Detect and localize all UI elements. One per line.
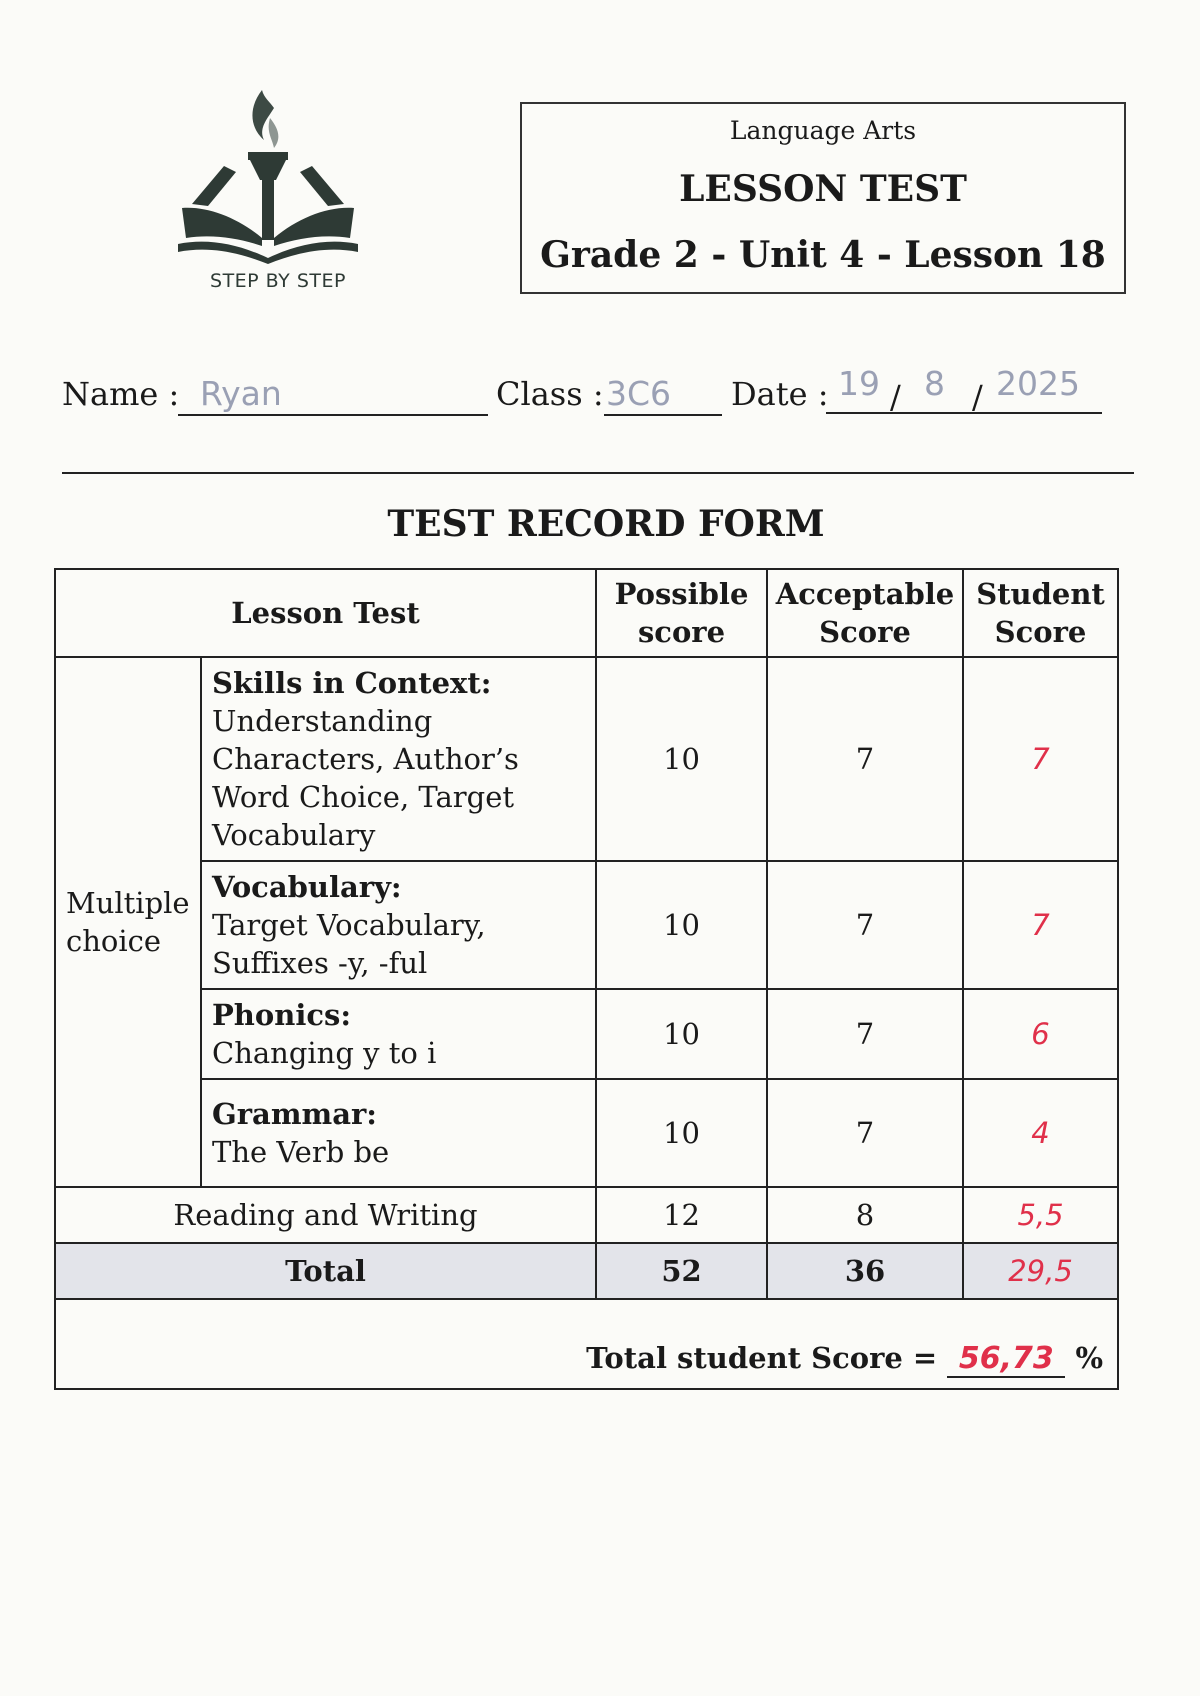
table-header-row bbox=[55, 569, 1118, 657]
header-possible-score: Possible score bbox=[596, 569, 767, 657]
total-acceptable: 36 bbox=[767, 1243, 963, 1299]
test-record-table bbox=[54, 568, 1119, 1390]
total-possible: 52 bbox=[596, 1243, 767, 1299]
grade-unit-lesson: Grade 2 - Unit 4 - Lesson 18 bbox=[540, 234, 1106, 276]
total-score-row bbox=[55, 1299, 1118, 1389]
student-score[interactable]: 7 bbox=[963, 861, 1118, 989]
form-title: TEST RECORD FORM bbox=[387, 503, 825, 545]
skill-cell bbox=[201, 861, 596, 989]
skill-heading: Skills in Context: bbox=[212, 666, 492, 700]
percent-unit: % bbox=[1075, 1341, 1104, 1375]
skill-detail: The Verb be bbox=[212, 1135, 390, 1169]
lesson-test-title: LESSON TEST bbox=[679, 168, 967, 210]
total-label: Total bbox=[55, 1243, 596, 1299]
table-row bbox=[55, 861, 1118, 989]
step-by-step-logo bbox=[178, 88, 378, 298]
date-year[interactable]: 2025 bbox=[996, 364, 1080, 403]
possible-score: 10 bbox=[596, 989, 767, 1079]
header-student-score: Student Score bbox=[963, 569, 1118, 657]
table-row bbox=[55, 1079, 1118, 1187]
student-score[interactable]: 6 bbox=[963, 989, 1118, 1079]
possible-score: 10 bbox=[596, 657, 767, 861]
skill-detail: Understanding Characters, Author’s Word Choice, Target Vocabulary bbox=[212, 704, 519, 852]
acceptable-score: 8 bbox=[767, 1187, 963, 1243]
total-student[interactable]: 29,5 bbox=[963, 1243, 1118, 1299]
acceptable-score: 7 bbox=[767, 657, 963, 861]
lesson-header-box bbox=[520, 102, 1126, 294]
possible-score: 10 bbox=[596, 1079, 767, 1187]
name-label: Name : bbox=[62, 375, 180, 413]
date-month[interactable]: 8 bbox=[924, 364, 945, 403]
total-row bbox=[55, 1243, 1118, 1299]
student-score[interactable]: 7 bbox=[963, 657, 1118, 861]
skill-cell bbox=[201, 1079, 596, 1187]
skill-heading: Vocabulary: bbox=[212, 870, 402, 904]
acceptable-score: 7 bbox=[767, 861, 963, 989]
date-separator-1: / bbox=[890, 378, 901, 416]
reading-writing-label: Reading and Writing bbox=[55, 1187, 596, 1243]
class-label: Class : bbox=[496, 375, 604, 413]
skill-detail: Target Vocabulary, Suffixes -y, -ful bbox=[212, 908, 486, 980]
acceptable-score: 7 bbox=[767, 989, 963, 1079]
header-acceptable-score: Acceptable Score bbox=[767, 569, 963, 657]
name-underline bbox=[178, 414, 488, 416]
divider-rule bbox=[62, 472, 1134, 474]
skill-cell bbox=[201, 989, 596, 1079]
multiple-choice-label: Multiple choice bbox=[55, 657, 201, 1187]
total-student-score bbox=[586, 1341, 1103, 1378]
skill-heading: Grammar: bbox=[212, 1097, 377, 1131]
date-underline bbox=[826, 412, 1102, 414]
skill-detail: Changing y to i bbox=[212, 1036, 437, 1070]
class-value[interactable]: 3C6 bbox=[606, 374, 672, 413]
date-label: Date : bbox=[731, 375, 829, 413]
date-separator-2: / bbox=[972, 378, 983, 416]
subject-label: Language Arts bbox=[729, 116, 917, 145]
student-score[interactable]: 5,5 bbox=[963, 1187, 1118, 1243]
possible-score: 12 bbox=[596, 1187, 767, 1243]
table-row bbox=[55, 657, 1118, 861]
torch-book-icon bbox=[178, 88, 378, 268]
total-student-score-value[interactable]: 56,73 bbox=[958, 1341, 1054, 1376]
table-row bbox=[55, 989, 1118, 1079]
name-value[interactable]: Ryan bbox=[200, 374, 282, 413]
logo-caption: STEP BY STEP bbox=[210, 270, 346, 292]
acceptable-score: 7 bbox=[767, 1079, 963, 1187]
student-score[interactable]: 4 bbox=[963, 1079, 1118, 1187]
skill-heading: Phonics: bbox=[212, 998, 352, 1032]
possible-score: 10 bbox=[596, 861, 767, 989]
class-underline bbox=[604, 414, 722, 416]
skill-cell bbox=[201, 657, 596, 861]
reading-writing-row bbox=[55, 1187, 1118, 1243]
date-day[interactable]: 19 bbox=[838, 364, 880, 403]
total-score-cell bbox=[55, 1299, 1118, 1389]
header-lesson-test: Lesson Test bbox=[55, 569, 596, 657]
total-student-score-label: Total student Score = bbox=[586, 1341, 938, 1375]
